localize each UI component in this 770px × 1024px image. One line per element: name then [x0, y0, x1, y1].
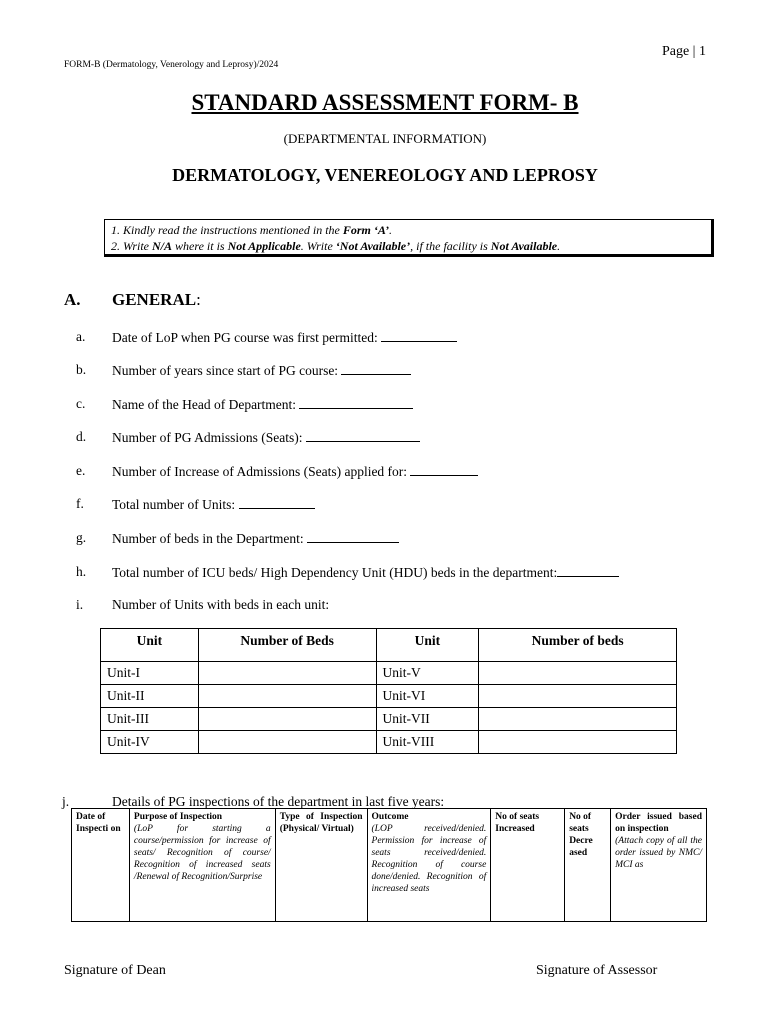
- column-header-text: No of seats Decre ased: [569, 812, 593, 858]
- question-letter: c.: [76, 396, 86, 411]
- instructions-box: [104, 219, 714, 257]
- unit-name-cell: Unit-VIII: [376, 731, 479, 754]
- question-text: Number of years since start of PG course:: [112, 363, 342, 378]
- form-identifier: FORM-B (Dermatology, Venerology and Leprosy)/2024: [64, 60, 279, 70]
- column-header-note: (LOP received/denied. Permission for increase of seats received/denied. Recognition of course done/denied. Recognition of increased seats: [371, 824, 487, 894]
- column-header-seats-decreased: [565, 809, 611, 922]
- section-title-text: GENERAL: [112, 290, 197, 309]
- instruction-line-2: [111, 238, 711, 254]
- unit-name-cell: Unit-VII: [376, 708, 479, 731]
- column-header-text: Type of Inspection (Physical/ Virtual): [279, 812, 363, 834]
- pg-inspections-table: [71, 808, 707, 922]
- page-title: STANDARD ASSESSMENT FORM- B: [191, 90, 579, 115]
- answer-blank[interactable]: [307, 530, 399, 543]
- question-text: Total number of ICU beds/ High Dependency Unit (HDU) beds in the department:: [112, 565, 558, 580]
- instruction-text: where it is: [172, 239, 228, 253]
- column-header: Unit: [376, 629, 479, 662]
- beds-input-cell[interactable]: [479, 731, 677, 754]
- question-pg-inspections: Details of PG inspections of the department in last five years:: [112, 794, 445, 809]
- question-text: Name of the Head of Department:: [112, 397, 300, 412]
- question-text: Total number of Units:: [112, 497, 239, 512]
- unit-name-cell: Unit-IV: [101, 731, 199, 754]
- question-letter: f.: [76, 496, 84, 511]
- instruction-emphasis: Form ‘A’: [342, 223, 389, 237]
- answer-blank[interactable]: [306, 429, 420, 442]
- instruction-emphasis: Not Available: [490, 239, 558, 253]
- beds-input-cell[interactable]: [479, 662, 677, 685]
- section-letter: A.: [64, 290, 81, 309]
- answer-blank[interactable]: [410, 463, 478, 476]
- instruction-line-1: [111, 222, 711, 238]
- question-units-with-beds: Number of Units with beds in each unit:: [112, 597, 330, 612]
- instruction-emphasis: N/A: [152, 239, 173, 253]
- table-row: [101, 685, 677, 708]
- table-row: [101, 662, 677, 685]
- unit-name-cell: Unit-V: [376, 662, 479, 685]
- column-header-text: Date of Inspecti on: [76, 812, 121, 834]
- unit-name-cell: Unit-III: [101, 708, 199, 731]
- table-row: [101, 731, 677, 754]
- column-header: Number of Beds: [198, 629, 376, 662]
- column-header-note: (Attach copy of all the order issued by NMC/ MCI as: [615, 836, 702, 870]
- units-beds-table: [100, 628, 677, 754]
- instruction-text: .: [389, 223, 392, 237]
- column-header-seats-increased: [491, 809, 565, 922]
- answer-blank[interactable]: [341, 362, 411, 375]
- question-letter: e.: [76, 463, 86, 478]
- question-text: Date of LoP when PG course was first permitted:: [112, 330, 382, 345]
- beds-input-cell[interactable]: [198, 708, 376, 731]
- column-header-order-issued: [611, 809, 707, 922]
- instruction-text: . Write: [300, 239, 336, 253]
- beds-input-cell[interactable]: [198, 662, 376, 685]
- question-years-since-start: [112, 362, 411, 379]
- question-total-units: [112, 496, 315, 513]
- answer-blank[interactable]: [239, 496, 315, 509]
- question-increase-admissions: [112, 463, 478, 480]
- instruction-text: , if the facility is: [410, 239, 491, 253]
- instruction-text: 1. Kindly read the instructions mentioned in the: [111, 223, 343, 237]
- unit-name-cell: Unit-VI: [376, 685, 479, 708]
- signature-dean: Signature of Dean: [64, 963, 166, 978]
- instruction-text: 2. Write: [111, 239, 152, 253]
- question-pg-admissions: [112, 429, 420, 446]
- column-header-outcome: [367, 809, 491, 922]
- unit-name-cell: Unit-I: [101, 662, 199, 685]
- column-header-text: Purpose of Inspection: [133, 812, 223, 822]
- section-title: [112, 290, 201, 310]
- question-letter: i.: [76, 597, 84, 612]
- department-title: DERMATOLOGY, VENEREOLOGY AND LEPROSY: [172, 165, 598, 185]
- column-header-text: No of seats Increased: [495, 812, 540, 834]
- column-header: Unit: [101, 629, 199, 662]
- answer-blank[interactable]: [557, 564, 619, 577]
- unit-name-cell: Unit-II: [101, 685, 199, 708]
- table-header-row: [72, 809, 707, 922]
- question-head-of-department: [112, 396, 413, 413]
- question-text: Number of Increase of Admissions (Seats) applied for:: [112, 464, 411, 479]
- page-number: Page | 1: [661, 44, 706, 59]
- column-header-date: [72, 809, 130, 922]
- beds-input-cell[interactable]: [198, 731, 376, 754]
- answer-blank[interactable]: [299, 396, 413, 409]
- instruction-emphasis: ‘Not Available’: [335, 239, 411, 253]
- column-header-text: Outcome: [371, 812, 409, 822]
- column-header-text: Order issued based on inspection: [615, 812, 702, 834]
- beds-input-cell[interactable]: [479, 685, 677, 708]
- column-header-type: [275, 809, 367, 922]
- beds-input-cell[interactable]: [479, 708, 677, 731]
- column-header-purpose: [129, 809, 275, 922]
- column-header: Number of beds: [479, 629, 677, 662]
- question-letter: d.: [76, 429, 87, 444]
- question-letter: b.: [76, 362, 87, 377]
- question-letter: h.: [76, 564, 87, 579]
- page-subtitle: (DEPARTMENTAL INFORMATION): [283, 131, 487, 146]
- question-letter: g.: [76, 530, 87, 545]
- question-text: Number of beds in the Department:: [112, 531, 307, 546]
- answer-blank[interactable]: [381, 329, 457, 342]
- question-icu-hdu-beds: [112, 564, 619, 581]
- column-header-note: (LoP for starting a course/permission for increase of seats/ Recognition of course/ Recognition of increased seats /Renewal of Recognition/Surprise: [133, 824, 271, 882]
- beds-input-cell[interactable]: [198, 685, 376, 708]
- question-text: Number of PG Admissions (Seats):: [112, 430, 306, 445]
- section-colon: :: [196, 290, 201, 309]
- table-row: [101, 708, 677, 731]
- question-beds-in-department: [112, 530, 399, 547]
- instruction-emphasis: Not Applicable: [227, 239, 301, 253]
- table-header-row: [101, 629, 677, 662]
- question-lop-date: [112, 329, 457, 346]
- question-letter: j.: [62, 794, 70, 809]
- instruction-text: .: [557, 239, 561, 253]
- signature-assessor: Signature of Assessor: [536, 963, 658, 978]
- question-letter: a.: [76, 329, 86, 344]
